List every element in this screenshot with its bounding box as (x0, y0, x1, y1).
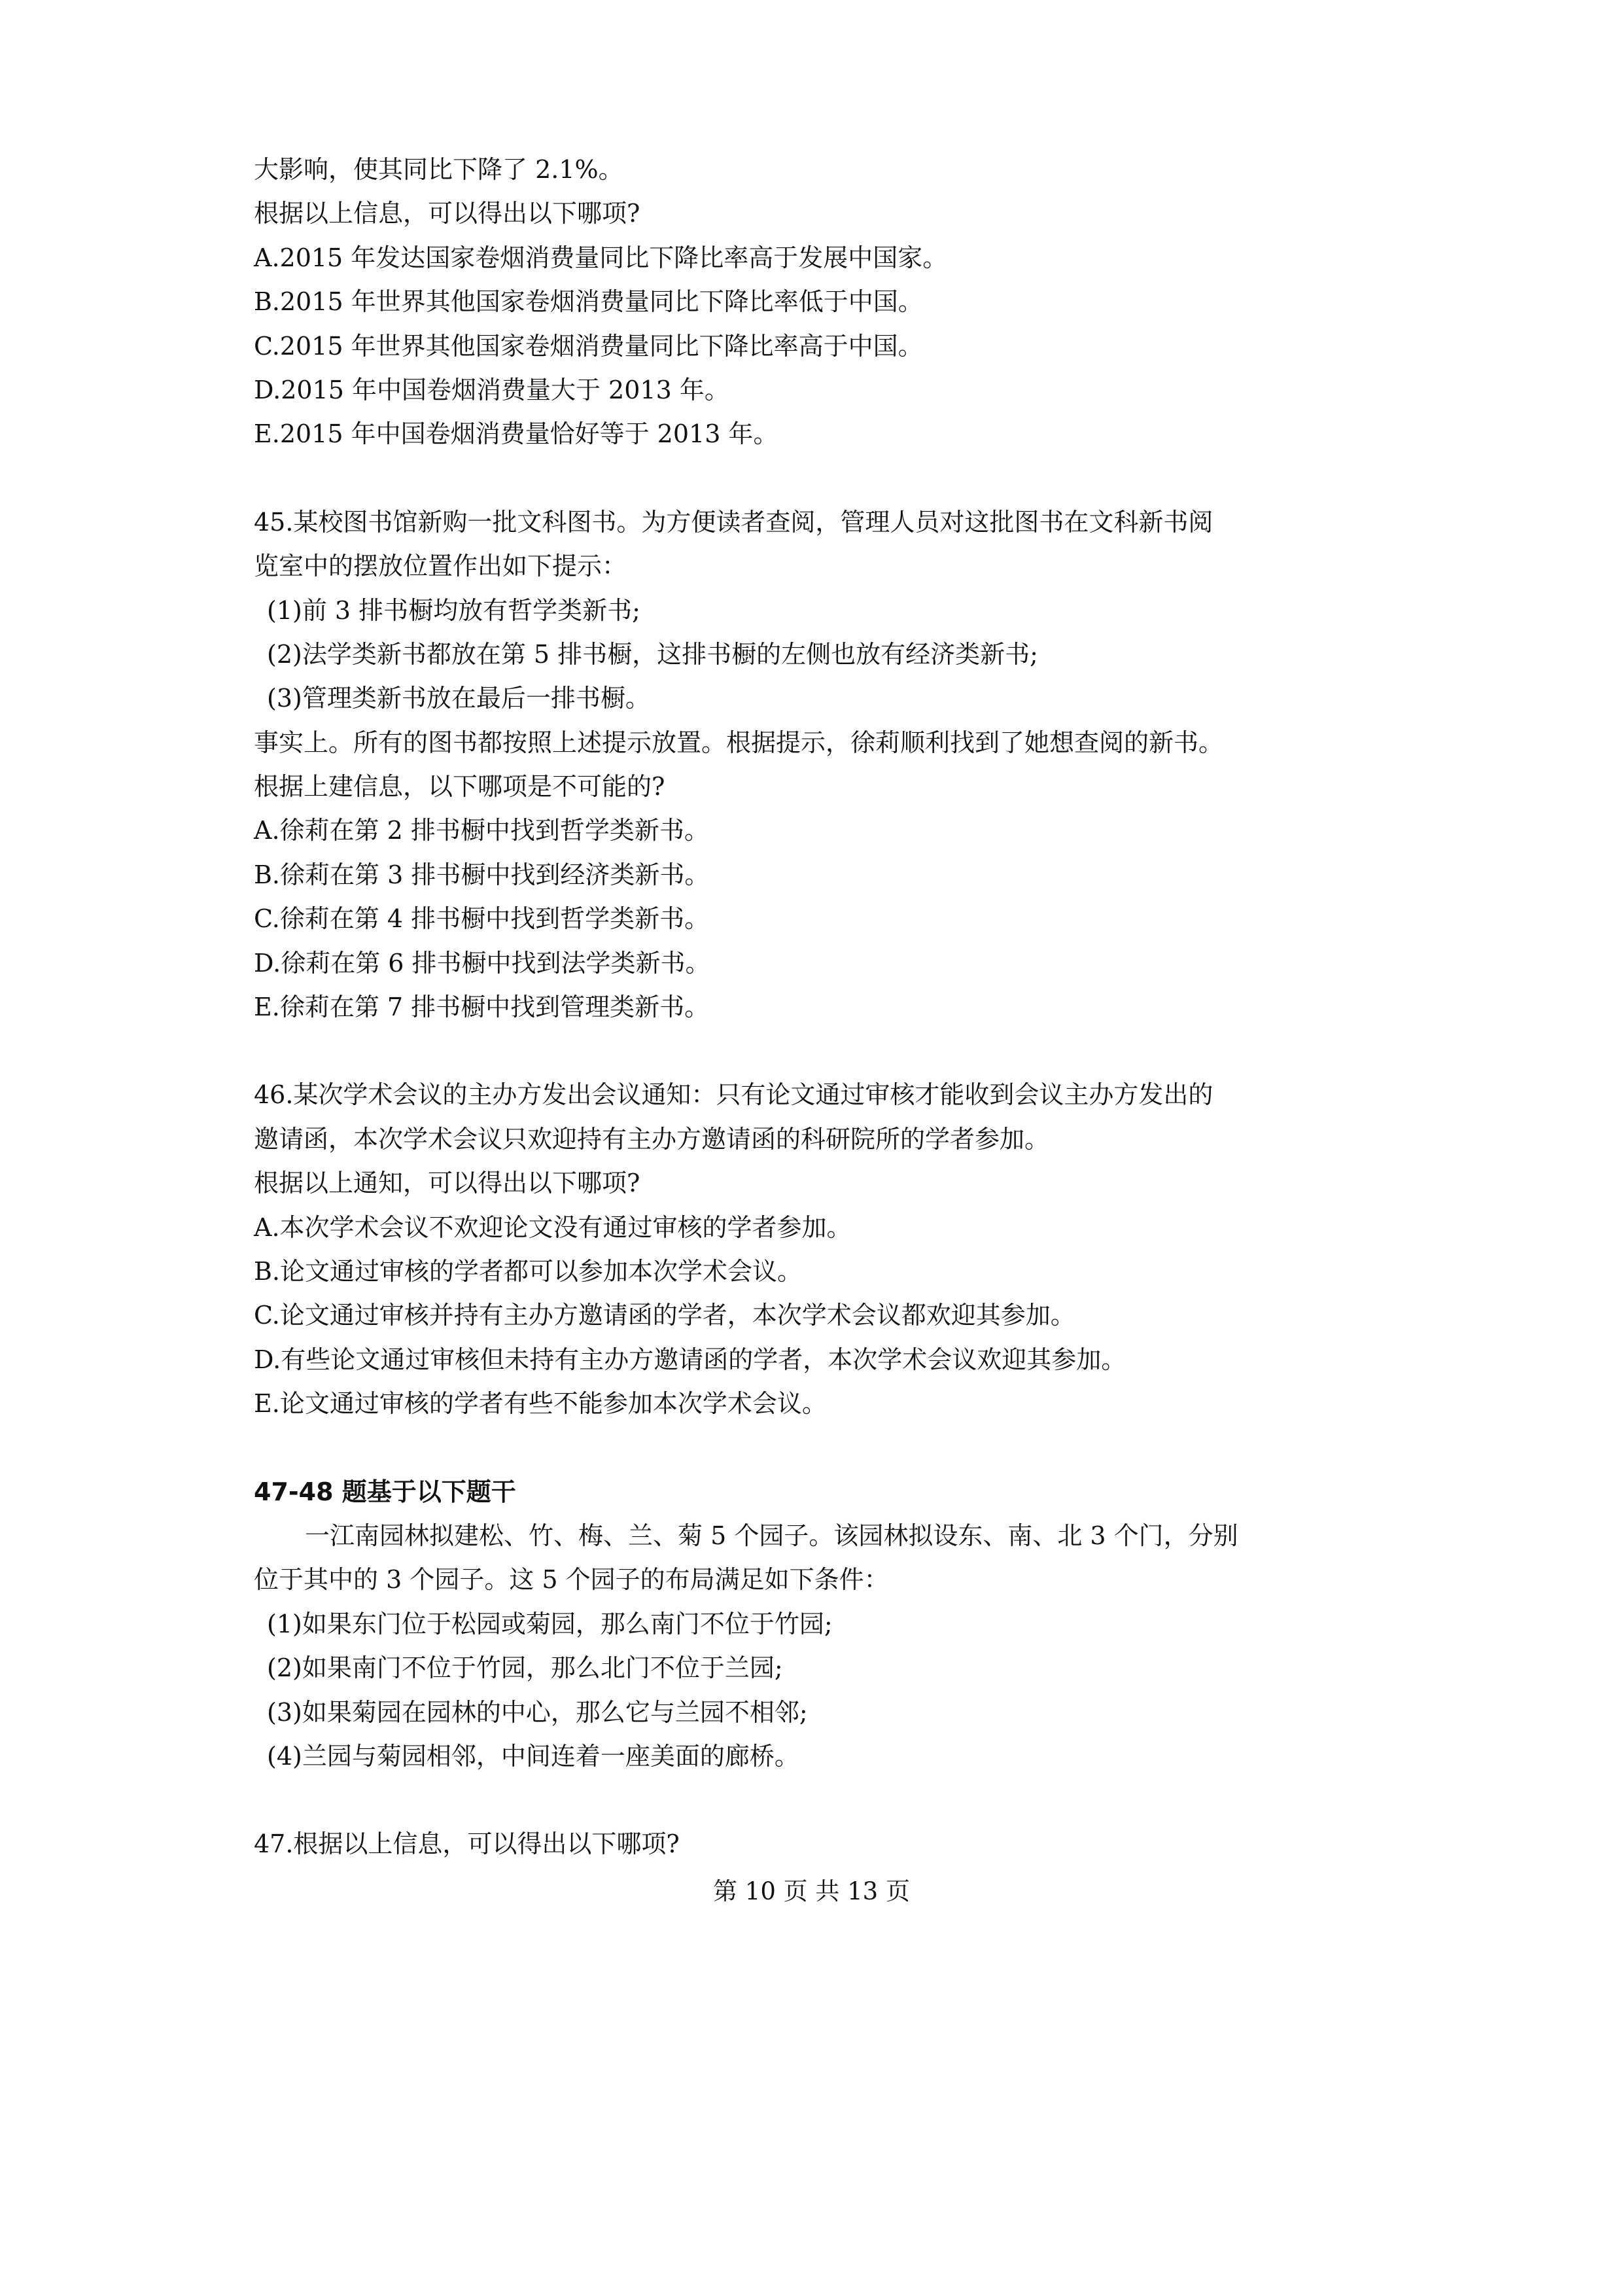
q44-continuation (254, 148, 1379, 457)
q47-48-condition-4: (4)兰园与菊园相邻，中间连着一座美面的廊桥。 (267, 1741, 799, 1771)
q47-48-condition-1: (1)如果东门位于松园或菊园，那么南门不位于竹园; (267, 1609, 833, 1638)
spacer (254, 1778, 1379, 1822)
q47-48-heading: 47-48 题基于以下题干 (254, 1477, 516, 1506)
q46-stem-line-2: 邀请函，本次学术会议只欢迎持有主办方邀请函的科研院所的学者参加。 (254, 1124, 1050, 1154)
q45-hint-1: (1)前 3 排书橱均放有哲学类新书; (267, 595, 640, 625)
q45-after-line-1: 事实上。所有的图书都按照上述提示放置。根据提示，徐莉顺利找到了她想查阅的新书。 (254, 728, 1224, 757)
q45-option-c: C.徐莉在第 4 排书橱中找到哲学类新书。 (254, 904, 710, 934)
q45-hint-3: (3)管理类新书放在最后一排书橱。 (267, 684, 650, 713)
q47-48-paragraph-line-1: 一江南园林拟建松、竹、梅、兰、菊 5 个园子。该园林拟设东、南、北 3 个门，分别 (305, 1521, 1238, 1550)
q44-option-e: E.2015 年中国卷烟消费量恰好等于 2013 年。 (254, 419, 778, 449)
q45-stem-line-2: 览室中的摆放位置作出如下提示： (254, 552, 627, 581)
q47-48-condition-3: (3)如果菊园在园林的中心，那么它与兰园不相邻; (267, 1697, 808, 1727)
q44-text-line: 大影响，使其同比下降了 2.1%。 (254, 155, 623, 184)
q45-hint-2: (2)法学类新书都放在第 5 排书橱，这排书橱的左侧也放有经济类新书; (267, 639, 1038, 669)
q46-stem-line-3: 根据以上通知，可以得出以下哪项? (254, 1169, 640, 1198)
spacer (254, 457, 1379, 501)
page-content (254, 148, 1379, 1867)
q45-option-a: A.徐莉在第 2 排书橱中找到哲学类新书。 (254, 816, 709, 845)
q46-option-e: E.论文通过审核的学者有些不能参加本次学术会议。 (254, 1389, 827, 1419)
q46-stem-line-1: 46.某次学术会议的主办方发出会议通知：只有论文通过审核才能收到会议主办方发出的 (254, 1080, 1213, 1110)
question-47 (254, 1822, 1379, 1866)
q45-stem-line-1: 45.某校图书馆新购一批文科图书。为方便读者查阅，管理人员对这批图书在文科新书阅 (254, 507, 1213, 537)
q44-option-c: C.2015 年世界其他国家卷烟消费量同比下降比率高于中国。 (254, 331, 923, 361)
q44-option-a: A.2015 年发达国家卷烟消费量同比下降比率高于发展中国家。 (254, 243, 948, 272)
q45-option-b: B.徐莉在第 3 排书橱中找到经济类新书。 (254, 860, 710, 889)
q44-question-line: 根据以上信息，可以得出以下哪项? (254, 199, 640, 228)
q46-option-b: B.论文通过审核的学者都可以参加本次学术会议。 (254, 1256, 803, 1286)
q46-option-c: C.论文通过审核并持有主办方邀请函的学者，本次学术会议都欢迎其参加。 (254, 1301, 1075, 1330)
question-46 (254, 1073, 1379, 1426)
page-footer: 第 10 页 共 13 页 (713, 1877, 910, 1905)
q46-option-a: A.本次学术会议不欢迎论文没有通过审核的学者参加。 (254, 1212, 852, 1242)
q45-option-d: D.徐莉在第 6 排书橱中找到法学类新书。 (254, 948, 710, 978)
q44-option-b: B.2015 年世界其他国家卷烟消费量同比下降比率低于中国。 (254, 287, 923, 317)
q47-48-paragraph-line-2: 位于其中的 3 个园子。这 5 个园子的布局满足如下条件： (254, 1565, 889, 1595)
q46-option-d: D.有些论文通过审核但未持有主办方邀请函的学者，本次学术会议欢迎其参加。 (254, 1345, 1126, 1374)
spacer (254, 1029, 1379, 1073)
q47-48-condition-2: (2)如果南门不位于竹园，那么北门不位于兰园; (267, 1653, 783, 1683)
question-47-48-stem (254, 1470, 1379, 1779)
q45-option-e: E.徐莉在第 7 排书橱中找到管理类新书。 (254, 993, 710, 1022)
q47-stem: 47.根据以上信息，可以得出以下哪项? (254, 1829, 680, 1859)
question-45 (254, 501, 1379, 1030)
q44-option-d: D.2015 年中国卷烟消费量大于 2013 年。 (254, 375, 729, 404)
spacer (254, 1426, 1379, 1470)
q45-after-line-2: 根据上建信息，以下哪项是不可能的? (254, 772, 665, 802)
